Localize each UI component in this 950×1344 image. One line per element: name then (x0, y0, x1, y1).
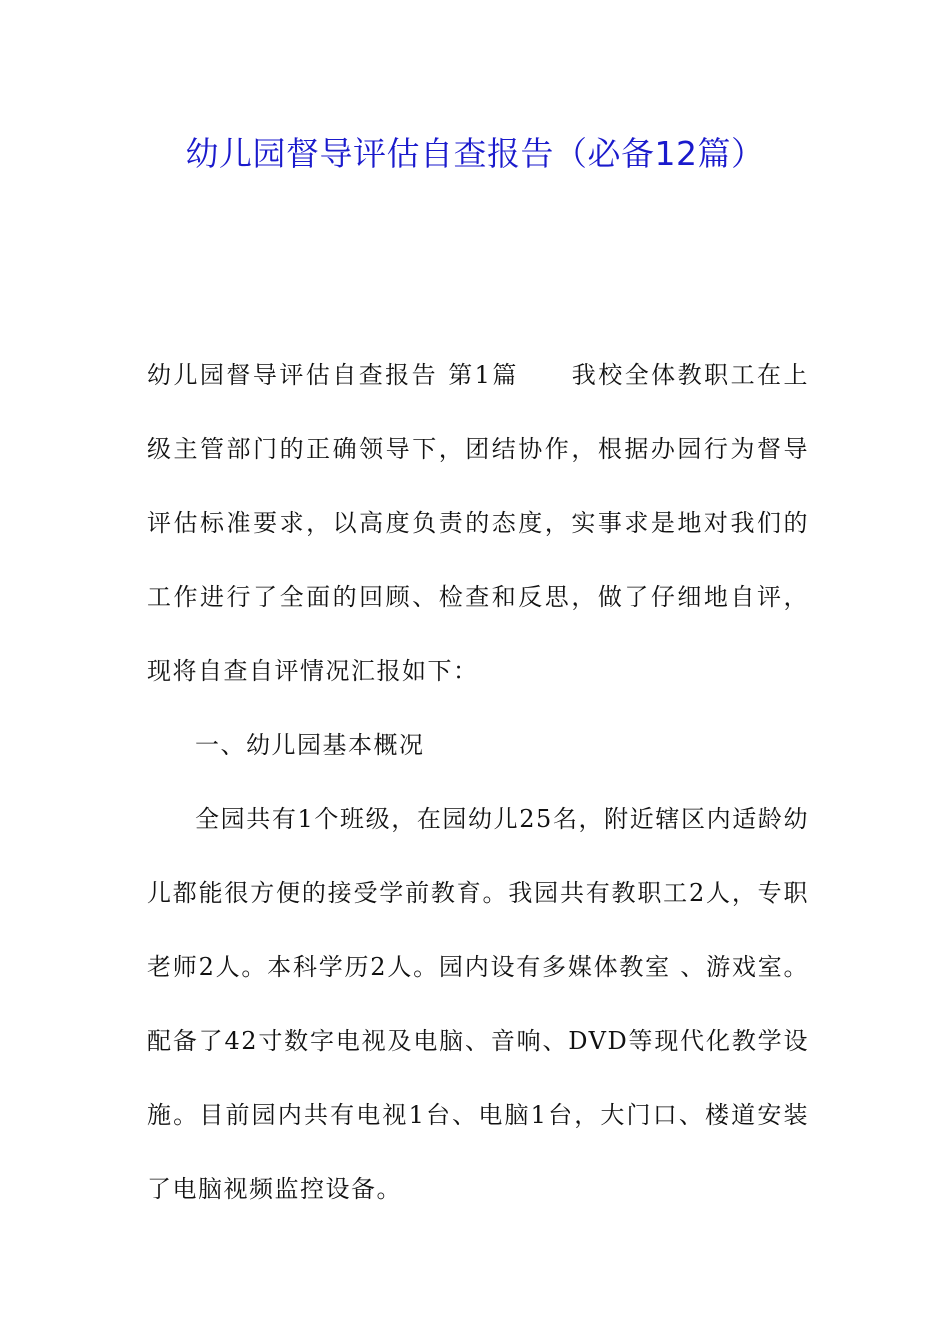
paragraph-basic-overview: 全园共有1个班级，在园幼儿25名，附近辖区内适龄幼儿都能很方便的接受学前教育。我园共有教职工2人，专职老师2人。本科学历2人。园内设有多媒体教室 、游戏室。配备了42寸数字电视及电脑、音响、DVD等现代化教学设施。目前园内共有电视1台、电脑1台，大门口、楼道安装了电脑视频监控设备。 (147, 805, 809, 1203)
paragraph-intro: 幼儿园督导评估自查报告 第1篇 我校全体教职工在上级主管部门的正确领导下，团结协作，根据办园行为督导评估标准要求，以高度负责的态度，实事求是地对我们的工作进行了全面的回顾、检查和反思，做了仔细地自评，现将自查自评情况汇报如下： (147, 361, 809, 685)
section-heading-basic-overview: 一、幼儿园基本概况 (195, 731, 425, 759)
document-title: 幼儿园督导评估自查报告（必备12篇） (185, 134, 765, 173)
document-body (147, 338, 809, 1226)
